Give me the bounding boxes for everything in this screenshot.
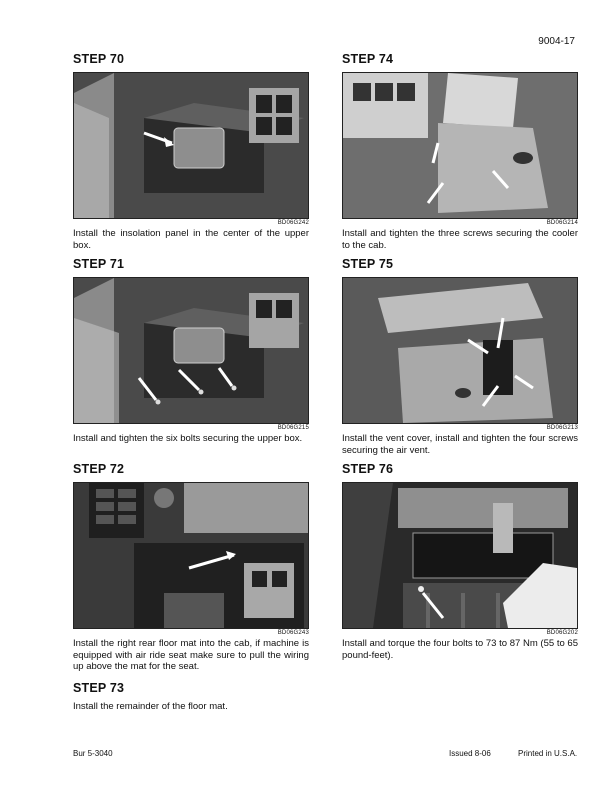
step-caption: Install and tighten the three screws securing the cooler to the cab. bbox=[342, 228, 578, 251]
step-72 bbox=[73, 462, 309, 673]
floor-mat-illustration bbox=[74, 483, 308, 628]
step-title: STEP 72 bbox=[73, 462, 125, 476]
step-caption: Install and tighten the six bolts securing the upper box. bbox=[73, 433, 303, 444]
insolation-panel-illustration bbox=[74, 73, 308, 218]
step-74-photo bbox=[342, 72, 578, 219]
step-caption: Install the remainder of the floor mat. bbox=[73, 701, 228, 712]
step-caption: Install the insolation panel in the center of the upper box. bbox=[73, 228, 309, 251]
step-76-photo bbox=[342, 482, 578, 629]
photo-code: BD06G213 bbox=[546, 425, 578, 431]
step-76 bbox=[342, 462, 578, 661]
photo-code: BD06G242 bbox=[277, 220, 309, 226]
step-71-photo bbox=[73, 277, 309, 424]
step-75-photo bbox=[342, 277, 578, 424]
step-75 bbox=[342, 257, 578, 456]
step-title: STEP 75 bbox=[342, 257, 394, 271]
seat-bolts-illustration bbox=[343, 483, 577, 628]
step-72-photo bbox=[73, 482, 309, 629]
step-title: STEP 73 bbox=[73, 681, 125, 695]
printed-location: Printed in U.S.A. bbox=[518, 749, 578, 758]
photo-code: BD06G202 bbox=[546, 630, 578, 636]
step-caption: Install the right rear floor mat into the cab, if machine is equipped with air ride seat make sure to pull the wiring up above the mat for the seat. bbox=[73, 638, 309, 672]
step-70-photo bbox=[73, 72, 309, 219]
step-caption: Install and torque the four bolts to 73 to 87 Nm (55 to 65 pound-feet). bbox=[342, 638, 578, 661]
step-title: STEP 76 bbox=[342, 462, 394, 476]
step-70 bbox=[73, 52, 309, 251]
step-title: STEP 74 bbox=[342, 52, 394, 66]
step-title: STEP 70 bbox=[73, 52, 125, 66]
photo-code: BD06G215 bbox=[277, 425, 309, 431]
manual-number: Bur 5-3040 bbox=[73, 749, 113, 758]
photo-code: BD06G214 bbox=[546, 220, 578, 226]
step-caption: Install the vent cover, install and tighten the four screws securing the air vent. bbox=[342, 433, 578, 456]
step-74 bbox=[342, 52, 578, 251]
issue-date: Issued 8-06 bbox=[449, 749, 491, 758]
page-number: 9004-17 bbox=[538, 36, 575, 47]
step-title: STEP 71 bbox=[73, 257, 125, 271]
step-73 bbox=[73, 681, 309, 713]
upper-box-bolts-illustration bbox=[74, 278, 308, 423]
photo-code: BD06G243 bbox=[277, 630, 309, 636]
step-71 bbox=[73, 257, 309, 445]
cooler-screws-illustration bbox=[343, 73, 577, 218]
vent-cover-illustration bbox=[343, 278, 577, 423]
